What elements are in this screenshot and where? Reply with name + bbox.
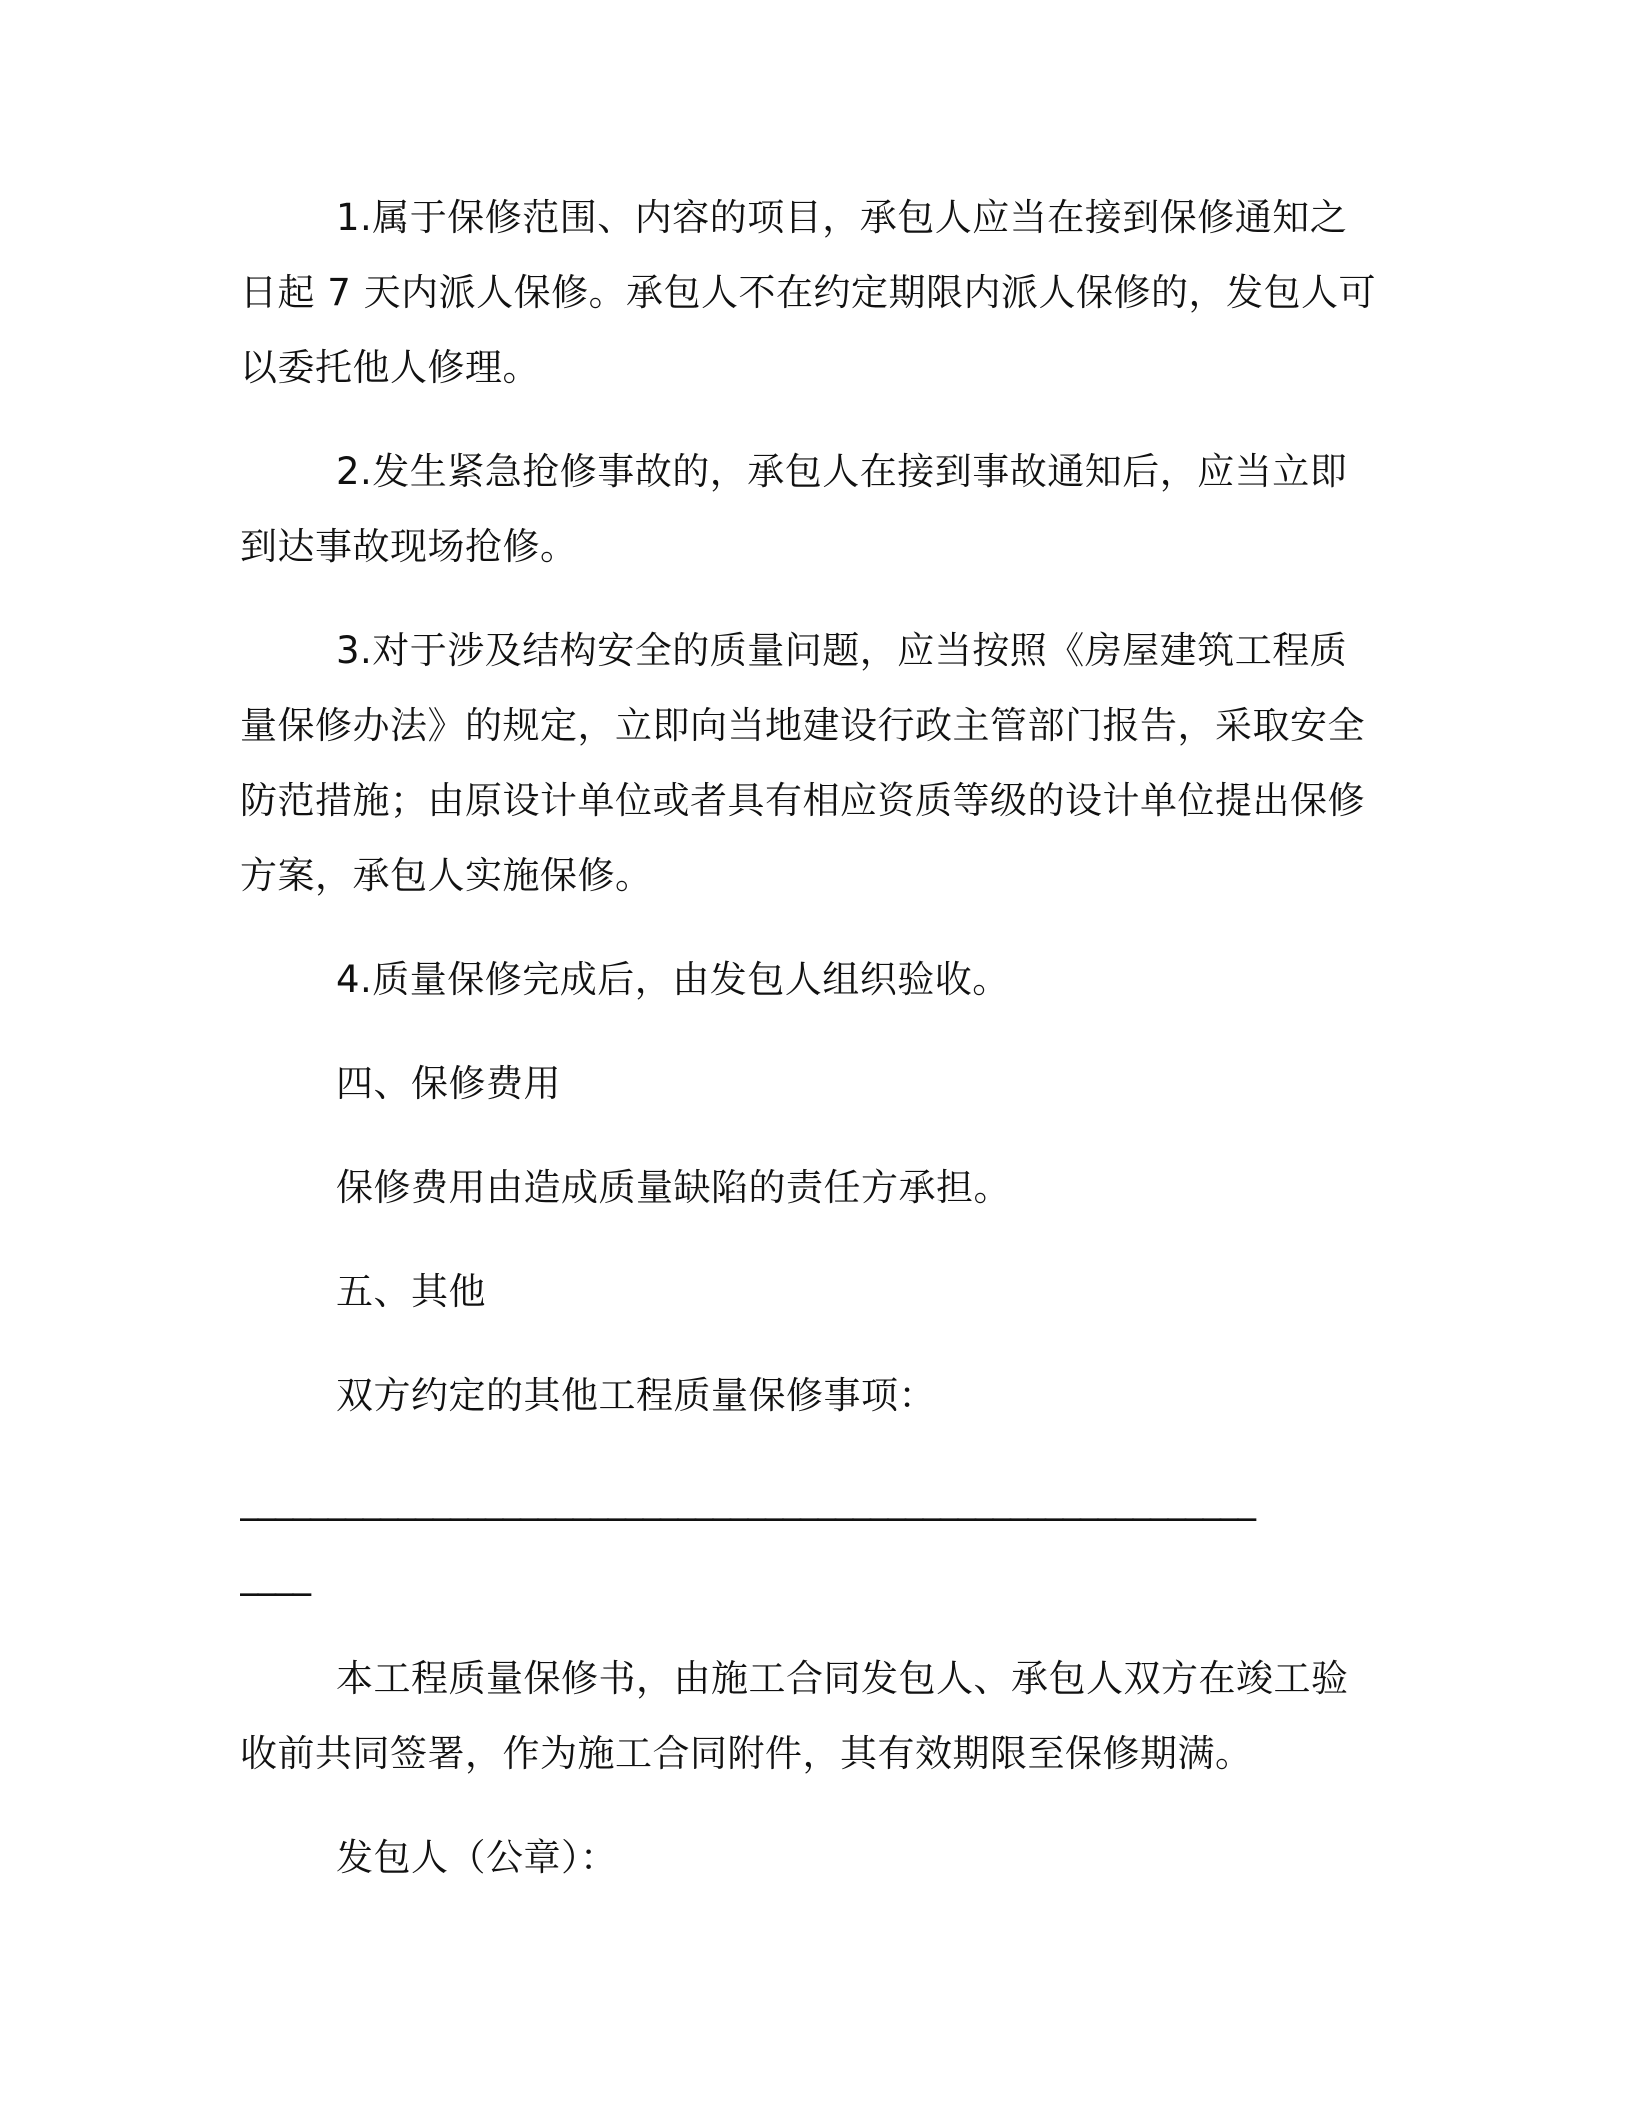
fill-in-blank bbox=[240, 1462, 1380, 1612]
closing-paragraph: 本工程质量保修书，由施工合同发包人、承包人双方在竣工验收前共同签署，作为施工合同附件，其有效期限至保修期满。 bbox=[240, 1657, 1349, 1775]
fill-in-blank-line-1: __________________________________________________________ bbox=[240, 1478, 1255, 1521]
section-four-heading: 四、保修费用 bbox=[336, 1062, 561, 1105]
clause-2: 2.发生紧急抢修事故的，承包人在接到事故通知后，应当立即到达事故现场抢修。 bbox=[240, 450, 1348, 568]
section-five-heading: 五、其他 bbox=[336, 1270, 486, 1313]
document-body bbox=[240, 180, 1380, 1924]
clause-3: 3.对于涉及结构安全的质量问题，应当按照《房屋建筑工程质量保修办法》的规定，立即向当地建设行政主管部门报告，采取安全防范措施；由原设计单位或者具有相应资质等级的设计单位提出保修方案，承包人实施保修。 bbox=[240, 629, 1365, 897]
section-five-body: 双方约定的其他工程质量保修事项： bbox=[336, 1374, 936, 1417]
fill-in-blank-line-2: ____ bbox=[240, 1553, 310, 1596]
clause-1: 1.属于保修范围、内容的项目，承包人应当在接到保修通知之日起 7 天内派人保修。承包人不在约定期限内派人保修的，发包人可以委托他人修理。 bbox=[240, 196, 1377, 389]
clause-4: 4.质量保修完成后，由发包人组织验收。 bbox=[336, 958, 1010, 1001]
signature-label: 发包人（公章）： bbox=[336, 1836, 618, 1879]
section-four-body: 保修费用由造成质量缺陷的责任方承担。 bbox=[336, 1166, 1011, 1209]
